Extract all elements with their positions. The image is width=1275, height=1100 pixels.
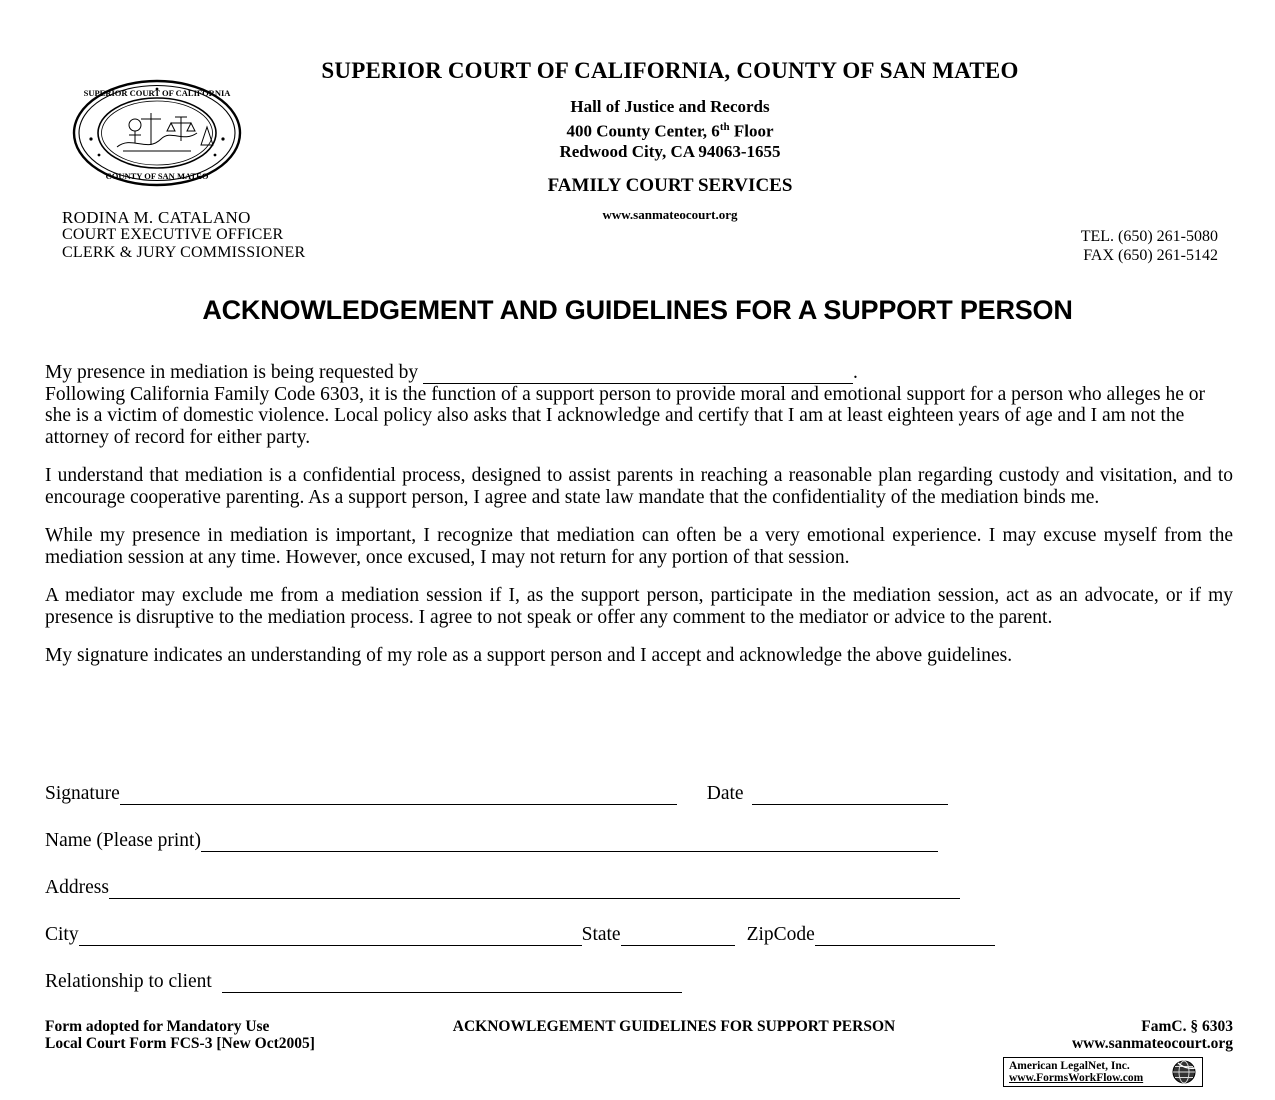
city-input[interactable] bbox=[79, 929, 582, 946]
division-name: FAMILY COURT SERVICES bbox=[547, 174, 793, 196]
officer-title-1: COURT EXECUTIVE OFFICER bbox=[62, 226, 284, 243]
fax-number: FAX (650) 261-5142 bbox=[1083, 247, 1218, 264]
relationship-input[interactable] bbox=[222, 976, 682, 993]
document-body bbox=[45, 362, 1233, 684]
footer-website: www.sanmateocourt.org bbox=[1071, 1035, 1233, 1052]
footer-right bbox=[973, 1018, 1233, 1052]
city-state-zip-row bbox=[45, 924, 1233, 946]
footer-left bbox=[45, 1018, 375, 1052]
legalnet-stamp bbox=[1003, 1057, 1203, 1087]
date-label: Date bbox=[706, 783, 744, 804]
address-input[interactable] bbox=[109, 882, 960, 899]
court-title: SUPERIOR COURT OF CALIFORNIA, COUNTY OF SAN MATEO bbox=[321, 58, 1019, 83]
court-seal bbox=[70, 78, 245, 188]
header-website: www.sanmateocourt.org bbox=[602, 206, 738, 222]
paragraph-1-rest: Following California Family Code 6303, it is the function of a support person to provide moral and emotional support for a person who alleges he or she is a victim of domestic violence. Local policy also asks that I acknowledge and certify that I am at least eighteen years of age and I am not the attorney of record for either party. bbox=[45, 383, 1206, 448]
header-block bbox=[250, 58, 1090, 223]
zipcode-input[interactable] bbox=[815, 929, 995, 946]
request-sentence-prefix: My presence in mediation is being requested by bbox=[45, 362, 419, 383]
signature-label: Signature bbox=[45, 783, 120, 804]
footer-adoption-line: Form adopted for Mandatory Use bbox=[45, 1018, 270, 1035]
seal-top-text: SUPERIOR COURT OF CALIFORNIA bbox=[83, 88, 231, 98]
state-label: State bbox=[581, 924, 621, 945]
signature-date-row bbox=[45, 783, 1233, 805]
court-officer-block bbox=[62, 209, 305, 262]
city-label: City bbox=[45, 924, 79, 945]
footer-code-reference: FamC. § 6303 bbox=[1141, 1018, 1233, 1035]
seal-bottom-text: COUNTY OF SAN MATEO bbox=[105, 171, 209, 181]
zipcode-label: ZipCode bbox=[746, 924, 815, 945]
state-input[interactable] bbox=[621, 929, 735, 946]
legalnet-globe-icon bbox=[1169, 1059, 1199, 1085]
address-label: Address bbox=[45, 877, 109, 898]
request-sentence-period: . bbox=[852, 362, 858, 383]
relationship-label: Relationship to client bbox=[45, 971, 212, 992]
document-footer bbox=[45, 1018, 1233, 1052]
paragraph-2: I understand that mediation is a confidential process, designed to assist parents in reaching a reasonable plan regarding custody and visitation, and to encourage cooperative parenting. As a support person, I agree and state law mandate that the confidentiality of the mediation binds me. bbox=[45, 465, 1233, 508]
signature-input[interactable] bbox=[120, 788, 677, 805]
officer-title-2: CLERK & JURY COMMISSIONER bbox=[62, 244, 306, 261]
address-row bbox=[45, 877, 1233, 899]
officer-name: RODINA M. CATALANO bbox=[62, 208, 251, 227]
paragraph-4: A mediator may exclude me from a mediation session if I, as the support person, participate in the mediation session, act as an advocate, or if my presence is disruptive to the mediation process. I agree to not speak or offer any comment to the mediator or advice to the parent. bbox=[45, 585, 1233, 628]
legalnet-company: American LegalNet, Inc. bbox=[1009, 1060, 1130, 1072]
page-title: ACKNOWLEDGEMENT AND GUIDELINES FOR A SUPPORT PERSON bbox=[202, 295, 1073, 325]
name-row bbox=[45, 830, 1233, 852]
requested-by-blank[interactable] bbox=[423, 369, 853, 384]
address-line-3: Redwood City, CA 94063-1655 bbox=[559, 141, 781, 161]
telephone-number: TEL. (650) 261-5080 bbox=[1080, 228, 1218, 245]
paragraph-5: My signature indicates an understanding of my role as a support person and I accept and acknowledge the above guidelines. bbox=[45, 645, 1013, 666]
address-line-1: Hall of Justice and Records bbox=[570, 97, 770, 116]
footer-form-title: ACKNOWLEGEMENT GUIDELINES FOR SUPPORT PERSON bbox=[452, 1018, 896, 1035]
contact-block bbox=[1081, 227, 1218, 265]
name-label: Name (Please print) bbox=[45, 830, 201, 851]
footer-form-number: Local Court Form FCS-3 [New Oct2005] bbox=[45, 1035, 315, 1052]
address-line-2: 400 County Center, 6th Floor bbox=[566, 121, 774, 141]
signature-block bbox=[45, 783, 1233, 1018]
paragraph-3: While my presence in mediation is important, I recognize that mediation can often be a very emotional experience. I may excuse myself from the mediation session at any time. However, once excused, I may not return for any portion of that session. bbox=[45, 525, 1233, 568]
name-input[interactable] bbox=[201, 835, 938, 852]
paragraph-1 bbox=[45, 362, 1233, 448]
court-address bbox=[250, 97, 1090, 162]
relationship-row bbox=[45, 971, 1233, 993]
legalnet-url[interactable]: www.FormsWorkFlow.com bbox=[1009, 1072, 1144, 1084]
date-input[interactable] bbox=[752, 788, 948, 805]
